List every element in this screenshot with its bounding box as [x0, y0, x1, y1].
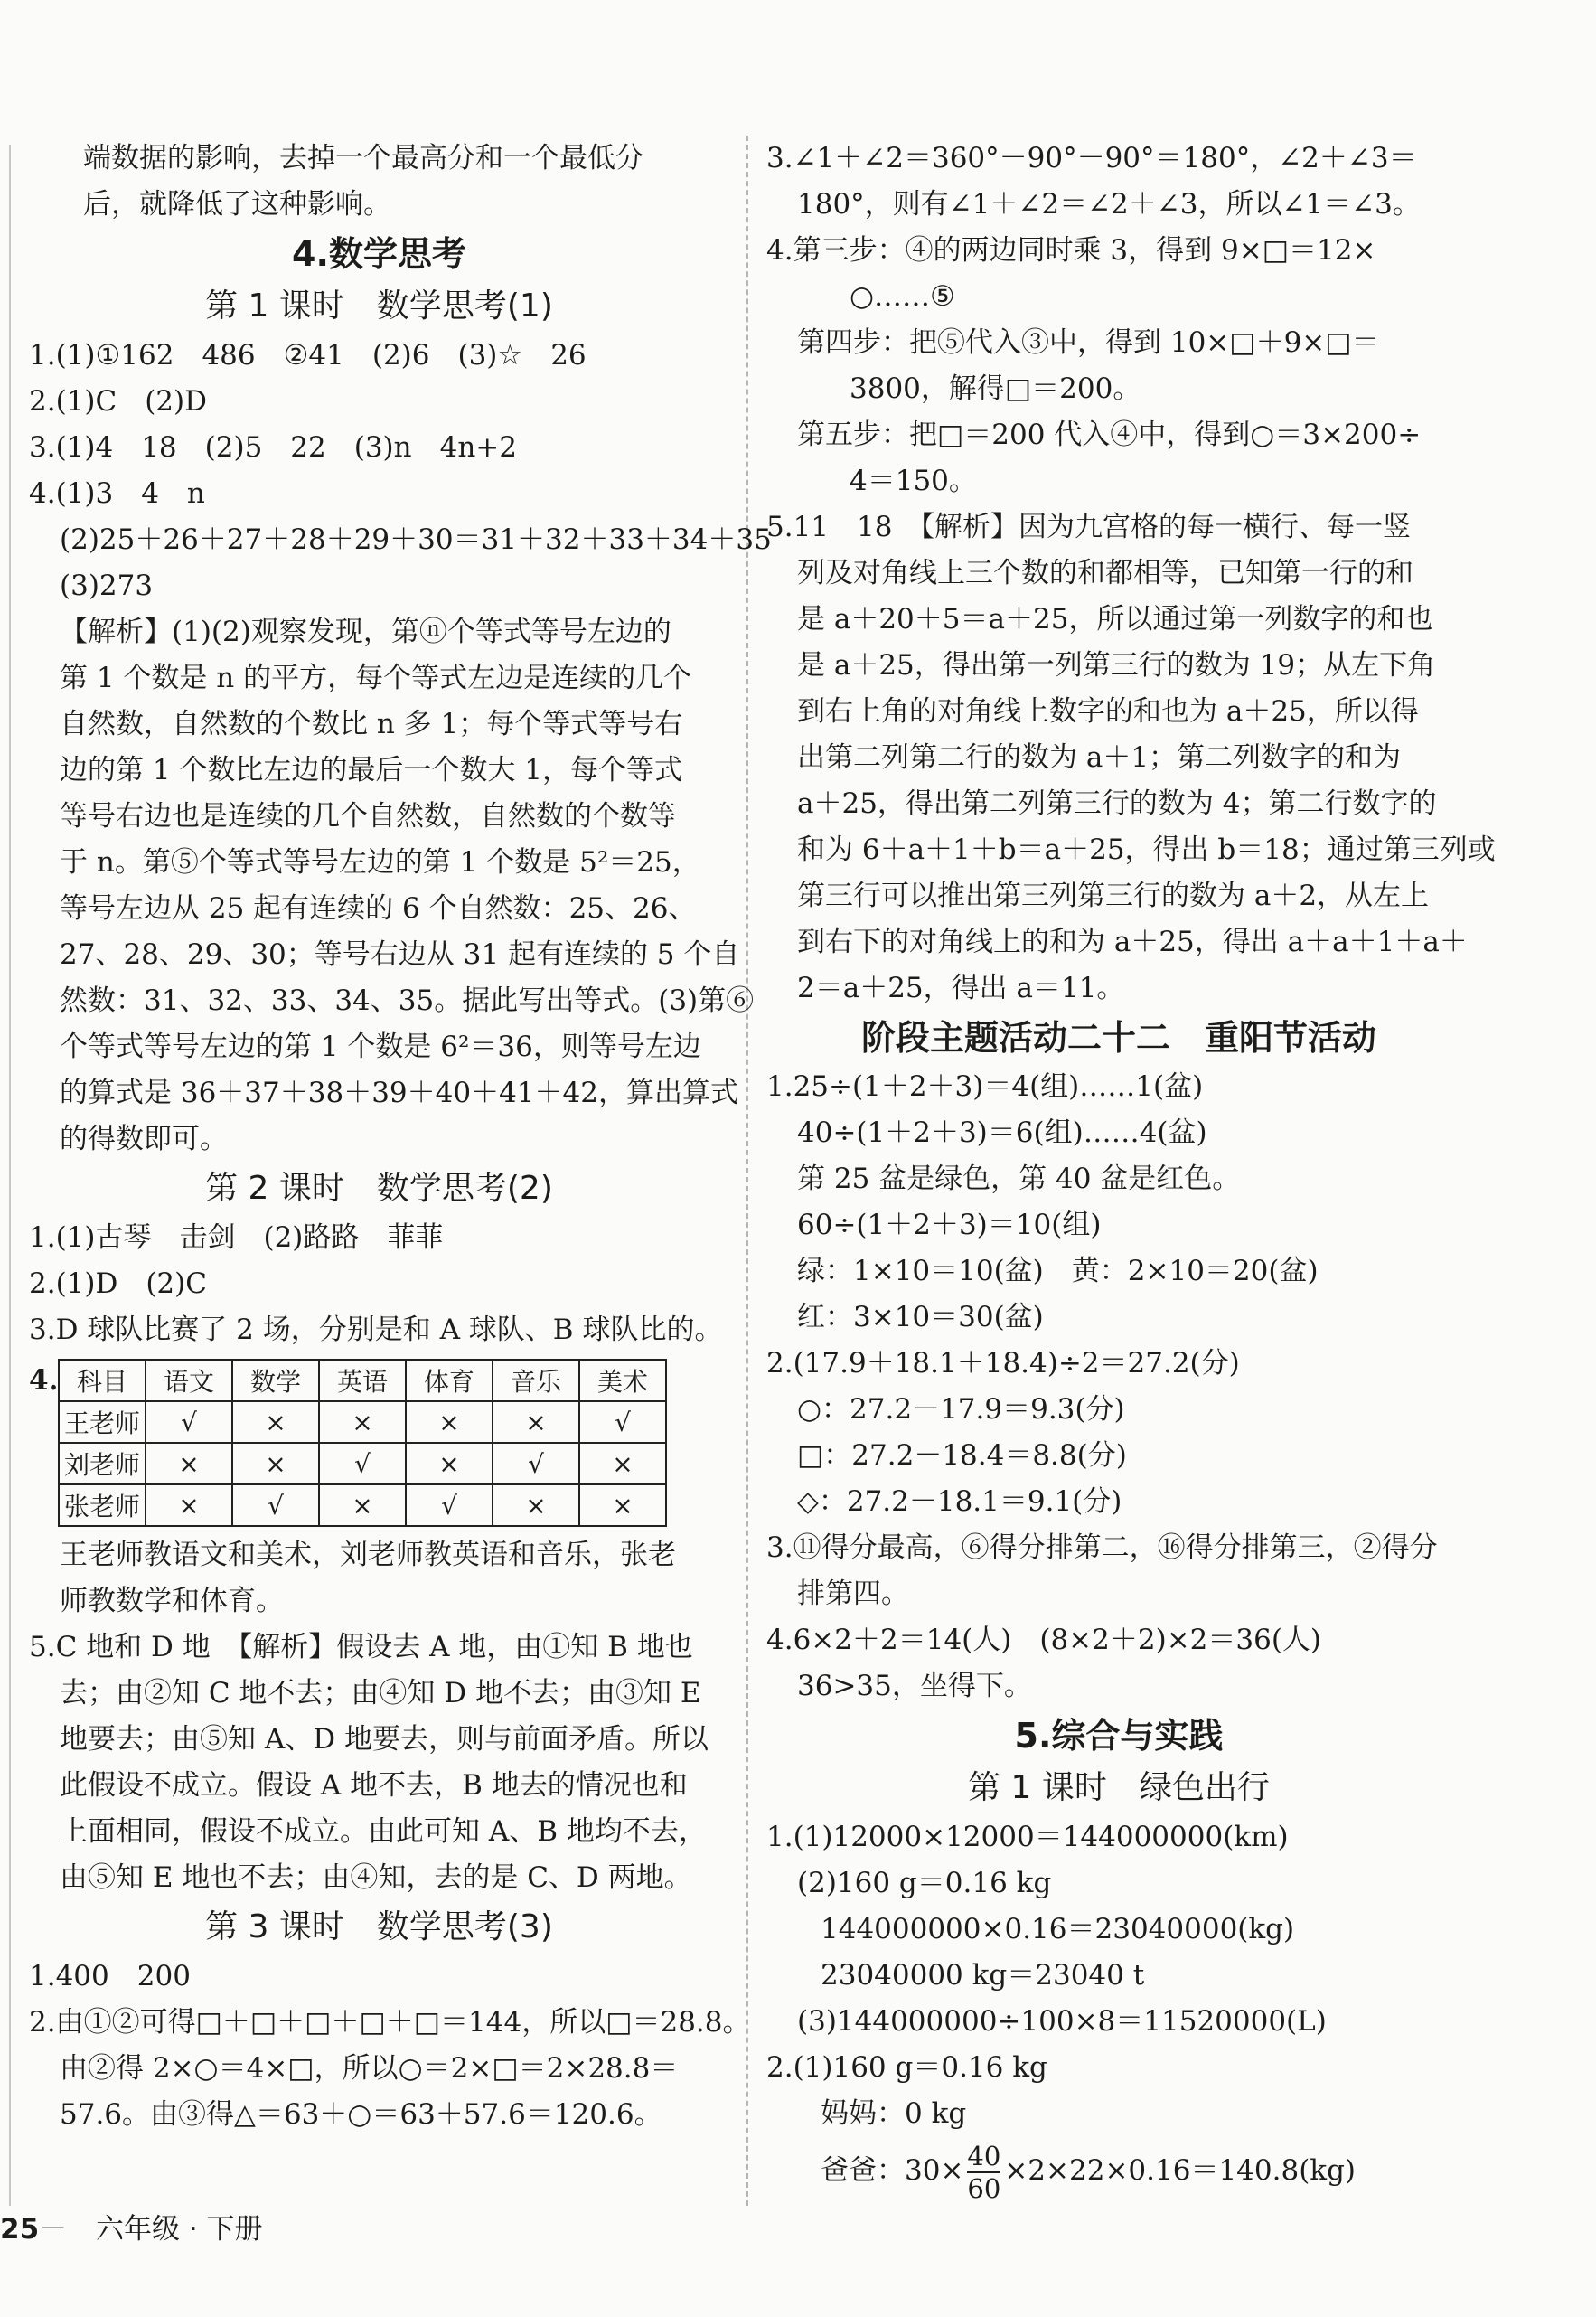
answer-4: 4.(1)3 4 n [29, 477, 205, 510]
answer-2-line: □：27.2－18.4＝8.8(分) [797, 1439, 1127, 1472]
table-row [59, 1484, 666, 1526]
right-column [766, 136, 1496, 2204]
answer-2: 2.(17.9＋18.1＋18.4)÷2＝27.2(分) [766, 1347, 1240, 1380]
analysis-line: 于 n。第⑤个等式等号左边的第 1 个数是 5²＝25， [60, 846, 700, 879]
section-heading-practice: 5.综合与实践 [1014, 1716, 1224, 1756]
answer-1-line: 40÷(1＋2＋3)＝6(组)……4(盆) [797, 1116, 1207, 1149]
table-header-cell: 音乐 [493, 1360, 579, 1401]
table-cell: × [319, 1484, 406, 1526]
table-cell: 王老师 [59, 1401, 146, 1443]
table-header-cell: 数学 [232, 1360, 319, 1401]
answer-4-text: 师教数学和体育。 [60, 1585, 284, 1617]
answer-5-line: 出第二列第二行的数为 a＋1；第二列数字的和为 [797, 741, 1402, 774]
fraction-denominator: 60 [967, 2172, 1001, 2204]
analysis-line: 自然数，自然数的个数比 n 多 1；每个等式等号右 [60, 708, 683, 740]
table-cell: √ [146, 1401, 232, 1443]
page-footer [0, 2206, 263, 2246]
section-heading-math-thinking: 4.数学思考 [292, 234, 466, 274]
answer-4-line: 第五步：把□＝200 代入④中，得到○＝3×200÷ [797, 419, 1422, 451]
answer-3: 3.⑪得分最高，⑥得分排第二，⑯得分排第三，②得分 [766, 1531, 1438, 1564]
answer-2-fraction-line [766, 2137, 1471, 2204]
answer-5-line: a＋25，得出第二列第三行的数为 4；第二行数字的 [797, 787, 1437, 820]
answer-1: 1.(1)古琴 击剑 (2)路路 菲菲 [29, 1221, 444, 1254]
fraction-suffix: ×2×22×0.16＝140.8(kg) [1004, 2154, 1357, 2187]
answer-5-line: 到右上角的对角线上数字的和也为 a＋25，所以得 [797, 695, 1419, 728]
answer-3: 3.(1)4 18 (2)5 22 (3)n 4n+2 [29, 431, 518, 464]
answer-2-line: 由②得 2×○＝4×□，所以○＝2×□＝2×28.8＝ [60, 2052, 679, 2085]
table-cell: × [232, 1401, 319, 1443]
answer-2: 2.(1)160 g＝0.16 kg [766, 2051, 1047, 2084]
answer-2-line: ◇：27.2－18.1＝9.1(分) [797, 1485, 1122, 1518]
table-cell: × [579, 1484, 666, 1526]
answer-5-line: 去；由②知 C 地不去；由④知 D 地不去；由③知 E [60, 1677, 701, 1709]
answer-5-line: 第三行可以推出第三列第三行的数为 a＋2，从左上 [797, 880, 1430, 912]
table-cell: × [406, 1443, 493, 1484]
analysis-line: 个等式等号左边的第 1 个数是 6²＝36，则等号左边 [60, 1031, 701, 1063]
lesson-heading-green-travel: 第 1 课时 绿色出行 [968, 1769, 1270, 1806]
analysis-line: 的得数即可。 [60, 1123, 228, 1155]
analysis-line: 等号左边从 25 起有连续的 6 个自然数：25、26、 [60, 892, 697, 925]
answer-2: 2.(1)C (2)D [29, 385, 207, 418]
answer-1-line: 红：3×10＝30(盆) [797, 1301, 1044, 1333]
fraction [967, 2141, 1000, 2204]
answer-1: 1.(1)12000×12000＝144000000(km) [766, 1821, 1289, 1853]
analysis-line: 第 1 个数是 n 的平方，每个等式左边是连续的几个 [60, 662, 692, 694]
table-cell: × [319, 1401, 406, 1443]
table-cell: √ [319, 1443, 406, 1484]
answer-3: 3.D 球队比赛了 2 场，分别是和 A 球队、B 球队比的。 [29, 1314, 723, 1346]
answer-5-line: 是 a＋20＋5＝a＋25，所以通过第一列数字的和也 [797, 603, 1433, 636]
answer-4-line: 3800，解得□＝200。 [850, 372, 1141, 405]
answer-2-line: ○：27.2－17.9＝9.3(分) [797, 1393, 1125, 1426]
answer-4: 4.6×2＋2＝14(人) (8×2＋2)×2＝36(人) [766, 1624, 1322, 1656]
table-cell: √ [406, 1484, 493, 1526]
answer-1-line: 第 25 盆是绿色，第 40 盆是红色。 [797, 1163, 1241, 1195]
answer-2-line: 妈妈：0 kg [821, 2097, 967, 2130]
table-header-cell: 语文 [146, 1360, 232, 1401]
answer-4-line: 第四步：把⑤代入③中，得到 10×□＋9×□＝ [797, 326, 1380, 359]
answer-1: 1.(1)①162 486 ②41 (2)6 (3)☆ 26 [29, 339, 587, 372]
table-cell: × [406, 1401, 493, 1443]
answer-1-line: 144000000×0.16＝23040000(kg) [821, 1913, 1295, 1945]
answer-4-number: 4. [29, 1364, 59, 1397]
table-cell: × [232, 1443, 319, 1484]
table-row [59, 1401, 666, 1443]
answer-3: 3.∠1＋∠2＝360°－90°－90°＝180°，∠2＋∠3＝ [766, 142, 1417, 174]
table-cell: × [493, 1401, 579, 1443]
analysis-line: 然数：31、32、33、34、35。据此写出等式。(3)第⑥ [60, 984, 755, 1017]
table-header-cell: 美术 [579, 1360, 666, 1401]
page-dash: － [39, 2213, 68, 2246]
teacher-subject-table [58, 1359, 667, 1527]
answer-4-part2: (2)25＋26＋27＋28＋29＋30＝31＋32＋33＋34＋35 [60, 523, 772, 556]
table-cell: √ [579, 1401, 666, 1443]
left-edge-rule [9, 145, 11, 2206]
answer-2-line: 57.6。由③得△＝63＋○＝63＋57.6＝120.6。 [60, 2098, 662, 2131]
fraction-numerator: 40 [967, 2140, 1001, 2171]
analysis-line: 等号右边也是连续的几个自然数，自然数的个数等 [60, 800, 676, 833]
answer-5-line: 由⑤知 E 地也不去；由④知，去的是 C、D 两地。 [60, 1861, 692, 1894]
answer-5: 5.11 18 【解析】因为九宫格的每一横行、每一竖 [766, 511, 1411, 543]
answer-1-line: (3)144000000÷100×8＝11520000(L) [797, 2005, 1327, 2038]
answer-1: 1.400 200 [29, 1960, 191, 1992]
table-header-cell: 英语 [319, 1360, 406, 1401]
answer-1-line: (2)160 g＝0.16 kg [797, 1867, 1052, 1899]
answer-5-line: 是 a＋25，得出第一列第三行的数为 19；从左下角 [797, 649, 1436, 682]
table-cell: 张老师 [59, 1484, 146, 1526]
answer-3-line: 180°，则有∠1＋∠2＝∠2＋∠3，所以∠1＝∠3。 [797, 188, 1421, 221]
answer-3-line: 排第四。 [797, 1578, 909, 1610]
text-line: 端数据的影响，去掉一个最高分和一个最低分 [83, 142, 643, 174]
answer-4-line: ○……⑤ [850, 280, 955, 313]
stage-activity-heading: 阶段主题活动二十二 重阳节活动 [860, 1018, 1376, 1058]
answer-1-line: 60÷(1＋2＋3)＝10(组) [797, 1209, 1102, 1241]
answer-5: 5.C 地和 D 地 【解析】假设去 A 地，由①知 B 地也 [29, 1631, 693, 1663]
grade-label: 六年级 · 下册 [96, 2213, 263, 2246]
analysis-line: 的算式是 36＋37＋38＋39＋40＋41＋42，算出算式 [60, 1077, 738, 1109]
table-header-cell: 体育 [406, 1360, 493, 1401]
lesson-heading-2: 第 2 课时 数学思考(2) [205, 1170, 553, 1207]
answer-5-line: 上面相同，假设不成立。由此可知 A、B 地均不去， [60, 1815, 707, 1848]
table-cell: × [146, 1484, 232, 1526]
answer-5-line: 地要去；由⑤知 A、D 地要去，则与前面矛盾。所以 [60, 1723, 709, 1756]
answer-4-text: 王老师教语文和美术，刘老师教英语和音乐，张老 [60, 1539, 676, 1571]
table-cell: × [146, 1443, 232, 1484]
answer-5-line: 到右下的对角线上的和为 a＋25，得出 a＋a＋1＋a＋ [797, 926, 1468, 958]
left-column [29, 136, 772, 2138]
analysis-line: 【解析】(1)(2)观察发现，第ⓝ个等式等号左边的 [60, 616, 671, 648]
table-header-cell: 科目 [59, 1360, 146, 1401]
answer-4-table-block [29, 1359, 729, 1527]
answer-5-line: 和为 6＋a＋1＋b＝a＋25，得出 b＝18；通过第三列或 [797, 834, 1496, 866]
table-cell: 刘老师 [59, 1443, 146, 1484]
table-cell: × [493, 1484, 579, 1526]
column-divider [746, 136, 748, 2206]
table-header-row [59, 1360, 666, 1401]
answer-5-line: 2＝a＋25，得出 a＝11。 [797, 972, 1125, 1004]
analysis-line: 边的第 1 个数比左边的最后一个数大 1，每个等式 [60, 754, 683, 786]
answer-4-line: 36>35，坐得下。 [797, 1670, 1032, 1702]
text-line: 后，就降低了这种影响。 [83, 188, 391, 221]
page-number: 25 [0, 2213, 40, 2246]
answer-2: 2.由①②可得□＋□＋□＋□＋□＝144，所以□＝28.8。 [29, 2006, 751, 2039]
answer-4-part3: (3)273 [60, 570, 154, 602]
answer-5-line: 列及对角线上三个数的和都相等，已知第一行的和 [797, 557, 1413, 589]
answer-1-line: 23040000 kg＝23040 t [821, 1959, 1145, 1992]
answer-4-line: 4＝150。 [850, 465, 977, 497]
table-row [59, 1443, 666, 1484]
answer-4: 4.第三步：④的两边同时乘 3，得到 9×□＝12× [766, 234, 1376, 267]
table-cell: × [579, 1443, 666, 1484]
analysis-line: 27、28、29、30；等号右边从 31 起有连续的 5 个自 [60, 938, 740, 971]
answer-1-line: 绿：1×10＝10(盆) 黄：2×10＝20(盆) [797, 1255, 1319, 1287]
answer-5-line: 此假设不成立。假设 A 地不去，B 地去的情况也和 [60, 1769, 688, 1802]
lesson-heading-3: 第 3 课时 数学思考(3) [205, 1908, 553, 1945]
answer-2: 2.(1)D (2)C [29, 1267, 207, 1300]
answer-1: 1.25÷(1＋2＋3)＝4(组)……1(盆) [766, 1070, 1204, 1103]
table-cell: √ [232, 1484, 319, 1526]
lesson-heading-1: 第 1 课时 数学思考(1) [205, 287, 553, 325]
fraction-prefix: 爸爸：30× [821, 2154, 964, 2187]
table-cell: √ [493, 1443, 579, 1484]
